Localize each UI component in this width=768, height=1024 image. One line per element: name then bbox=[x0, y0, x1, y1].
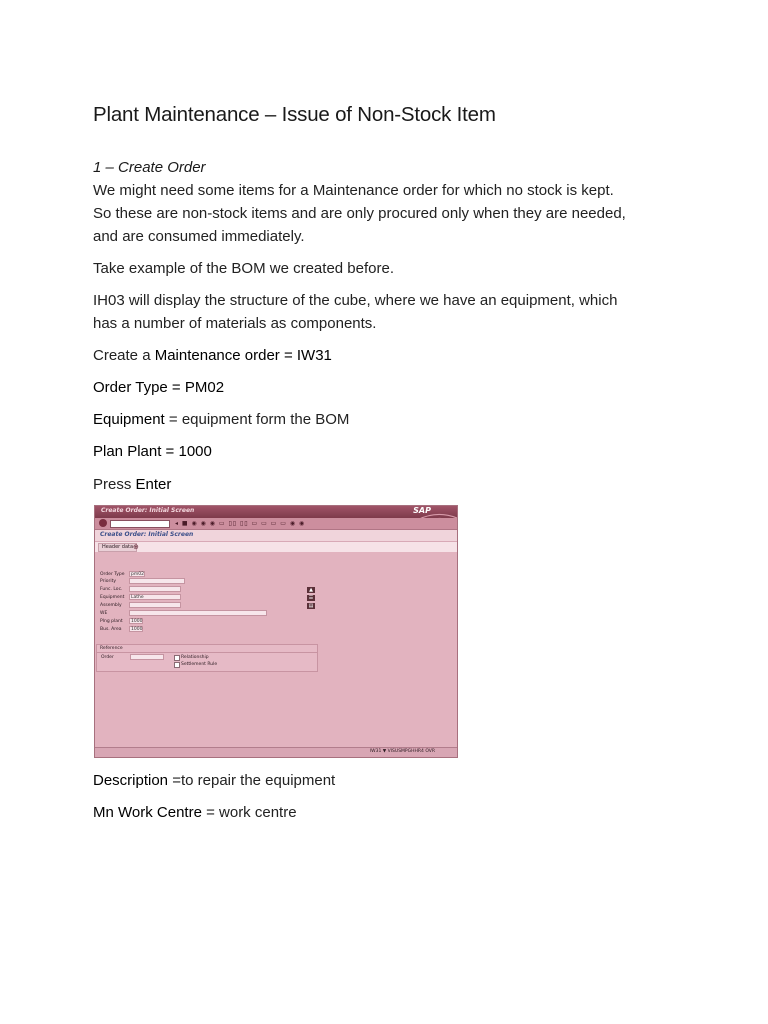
sap-titlebar bbox=[95, 506, 457, 518]
hierarchy-icon[interactable]: ▲ bbox=[307, 587, 315, 593]
list-icon[interactable]: ▤ bbox=[308, 603, 314, 609]
priority-input[interactable] bbox=[129, 578, 185, 584]
settlement-rule-checkbox[interactable] bbox=[174, 662, 180, 668]
info-icon[interactable]: ⊕ bbox=[133, 543, 139, 551]
section-heading: 1 – Create Order bbox=[93, 159, 206, 176]
field-label: Func. Loc. bbox=[100, 587, 123, 592]
ih03-paragraph bbox=[93, 289, 683, 335]
reference-order-label: Order bbox=[101, 655, 114, 660]
toolbar-icons[interactable]: ◂ ■ ◉ ◉ ◉ ▭ ▯▯ ▯▯ ▭ ▭ ▭ ▭ ◉ ◉ bbox=[175, 520, 306, 527]
document-title: Plant Maintenance – Issue of Non-Stock Item bbox=[93, 103, 496, 126]
description-label: Description bbox=[93, 772, 169, 789]
work-centre-line bbox=[93, 801, 683, 824]
func-loc-input[interactable] bbox=[129, 586, 181, 592]
sap-screenshot bbox=[94, 505, 458, 758]
description-line bbox=[93, 769, 683, 792]
create-order-line bbox=[93, 344, 683, 367]
settlement-rule-label: Settlement Rule bbox=[181, 662, 218, 667]
sap-toolbar bbox=[95, 518, 457, 530]
sap-screen-title: Create Order: Initial Screen bbox=[100, 531, 194, 538]
status-text: IW31 ▼ VISUSMPGHHR4 OVR bbox=[369, 749, 435, 754]
relationship-label: Relationship bbox=[181, 655, 209, 660]
reference-title: Reference bbox=[100, 646, 123, 651]
create-prefix: Create a bbox=[93, 347, 155, 364]
divider bbox=[97, 652, 317, 653]
field-label: Assembly bbox=[100, 603, 122, 608]
equipment-value: = equipment form the BOM bbox=[164, 411, 350, 428]
plng-plant-input[interactable]: 1000 bbox=[131, 619, 143, 624]
press-value: Enter bbox=[135, 476, 172, 493]
equipment-label: Equipment bbox=[93, 411, 165, 428]
intro-line: So these are non-stock items and are only procured only when they are needed, bbox=[93, 205, 626, 222]
sap-status-bar bbox=[95, 747, 457, 757]
sap-window-title: Create Order: Initial Screen bbox=[101, 507, 195, 514]
equipment-line bbox=[93, 408, 683, 431]
sap-logo: SAP bbox=[413, 506, 431, 515]
intro-line: and are consumed immediately. bbox=[93, 228, 305, 245]
intro-line: We might need some items for a Maintenance order for which no stock is kept. bbox=[93, 182, 614, 199]
relationship-checkbox[interactable] bbox=[174, 655, 180, 661]
command-field[interactable] bbox=[110, 520, 170, 528]
structure-icon[interactable]: ☰ bbox=[308, 595, 314, 601]
field-label: Plng plant bbox=[100, 619, 123, 624]
bus-area-input[interactable]: 1000 bbox=[131, 627, 143, 632]
field-label: Bus. Area bbox=[100, 627, 122, 632]
work-centre-value: = work centre bbox=[201, 804, 297, 821]
press-prefix: Press bbox=[93, 476, 136, 493]
field-label: Order Type bbox=[100, 572, 125, 577]
order-type-line: Order Type = PM02 bbox=[93, 379, 225, 396]
header-data-button[interactable]: Header data bbox=[98, 543, 137, 552]
field-label: Priority bbox=[100, 579, 117, 584]
description-value: =to repair the equipment bbox=[168, 772, 336, 789]
field-label: WE bbox=[100, 611, 108, 616]
press-enter-line bbox=[93, 473, 683, 496]
ih03-line: IH03 will display the structure of the cube, where we have an equipment, which bbox=[93, 292, 618, 309]
reference-group bbox=[96, 644, 318, 672]
order-type-input[interactable]: pm02 bbox=[131, 572, 144, 577]
we-input[interactable] bbox=[129, 610, 267, 616]
equipment-input[interactable]: Lathe bbox=[129, 594, 181, 600]
reference-order-input[interactable] bbox=[130, 654, 164, 660]
plan-plant-line: Plan Plant = 1000 bbox=[93, 443, 212, 460]
ih03-line: has a number of materials as components. bbox=[93, 315, 377, 332]
bom-paragraph: Take example of the BOM we created before. bbox=[93, 260, 394, 277]
assembly-input[interactable] bbox=[129, 602, 181, 608]
sap-screen-title-bar bbox=[95, 530, 457, 542]
sap-application-toolbar bbox=[95, 542, 457, 552]
intro-paragraph bbox=[93, 179, 683, 248]
field-label: Equipment bbox=[100, 595, 125, 600]
check-icon[interactable] bbox=[99, 519, 107, 527]
work-centre-label: Mn Work Centre bbox=[93, 804, 202, 821]
create-value: Maintenance order = IW31 bbox=[154, 347, 332, 364]
